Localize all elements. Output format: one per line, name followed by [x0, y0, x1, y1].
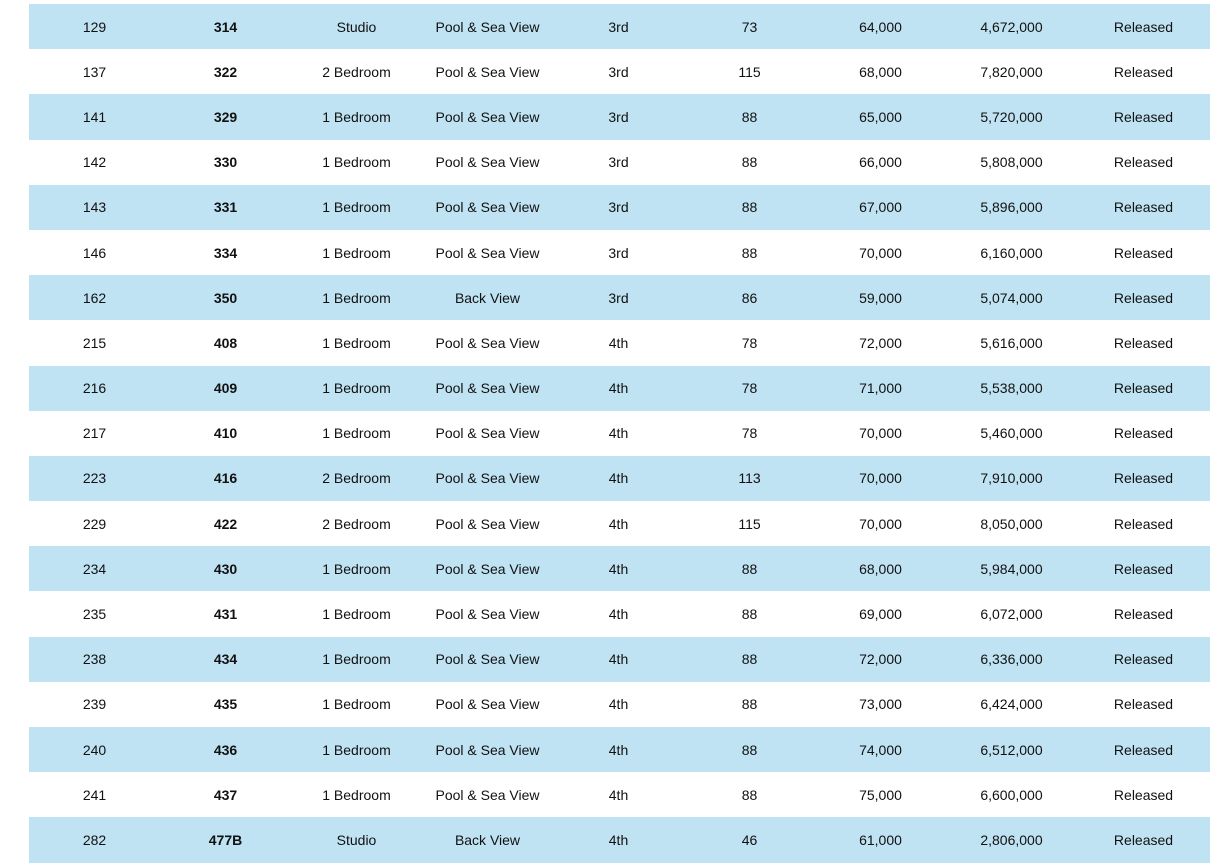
floor: 3rd [608, 18, 629, 35]
row-index: 216 [82, 380, 107, 397]
unit-number: 422 [213, 515, 238, 532]
unit-type: 1 Bedroom [322, 651, 391, 668]
total-price: 6,600,000 [980, 786, 1043, 803]
total-price: 5,616,000 [980, 334, 1043, 351]
view: Pool & Sea View [435, 63, 540, 80]
area: 88 [741, 108, 758, 125]
table-row [29, 185, 1210, 230]
area: 88 [741, 651, 758, 668]
view: Pool & Sea View [435, 154, 540, 171]
row-index: 141 [82, 108, 107, 125]
view: Pool & Sea View [435, 651, 540, 668]
row-index: 229 [82, 515, 107, 532]
price-per-unit: 71,000 [859, 380, 902, 397]
table-row [29, 4, 1210, 49]
status: Released [1113, 425, 1174, 442]
table-row [29, 456, 1210, 501]
view: Pool & Sea View [435, 199, 540, 216]
total-price: 5,460,000 [980, 425, 1043, 442]
row-index: 162 [82, 289, 107, 306]
floor: 3rd [608, 244, 629, 261]
unit-type: 2 Bedroom [322, 470, 391, 487]
total-price: 7,820,000 [980, 63, 1043, 80]
price-per-unit: 64,000 [859, 18, 902, 35]
area: 88 [741, 560, 758, 577]
row-index: 238 [82, 651, 107, 668]
row-index: 234 [82, 560, 107, 577]
floor: 3rd [608, 63, 629, 80]
view: Pool & Sea View [435, 606, 540, 623]
floor: 4th [608, 741, 629, 758]
floor: 3rd [608, 199, 629, 216]
floor: 3rd [608, 154, 629, 171]
view: Pool & Sea View [435, 741, 540, 758]
row-index: 143 [82, 199, 107, 216]
total-price: 5,984,000 [980, 560, 1043, 577]
total-price: 7,910,000 [980, 470, 1043, 487]
status: Released [1113, 651, 1174, 668]
area: 78 [741, 334, 758, 351]
price-per-unit: 66,000 [859, 154, 902, 171]
unit-type: Studio [336, 18, 377, 35]
price-per-unit: 72,000 [859, 334, 902, 351]
unit-type: 1 Bedroom [322, 560, 391, 577]
unit-type: 1 Bedroom [322, 425, 391, 442]
unit-type: 1 Bedroom [322, 696, 391, 713]
status: Released [1113, 18, 1174, 35]
view: Pool & Sea View [435, 786, 540, 803]
table-row [29, 49, 1210, 94]
total-price: 8,050,000 [980, 515, 1043, 532]
floor: 4th [608, 380, 629, 397]
price-per-unit: 75,000 [859, 786, 902, 803]
total-price: 6,336,000 [980, 651, 1043, 668]
status: Released [1113, 515, 1174, 532]
unit-type: 1 Bedroom [322, 741, 391, 758]
view: Back View [454, 289, 521, 306]
table-row [29, 817, 1210, 862]
total-price: 5,896,000 [980, 199, 1043, 216]
row-index: 146 [82, 244, 107, 261]
total-price: 6,424,000 [980, 696, 1043, 713]
row-index: 282 [82, 831, 107, 848]
view: Pool & Sea View [435, 108, 540, 125]
price-per-unit: 69,000 [859, 606, 902, 623]
row-index: 240 [82, 741, 107, 758]
unit-type: Studio [336, 831, 377, 848]
status: Released [1113, 470, 1174, 487]
floor: 4th [608, 470, 629, 487]
area: 78 [741, 380, 758, 397]
unit-number: 434 [213, 651, 238, 668]
total-price: 6,072,000 [980, 606, 1043, 623]
view: Pool & Sea View [435, 470, 540, 487]
area: 46 [741, 831, 758, 848]
row-index: 137 [82, 63, 107, 80]
unit-number: 435 [213, 696, 238, 713]
row-index: 241 [82, 786, 107, 803]
floor: 4th [608, 696, 629, 713]
table-row [29, 320, 1210, 365]
table-row [29, 546, 1210, 591]
units-table [29, 4, 1210, 863]
unit-number: 331 [213, 199, 238, 216]
view: Pool & Sea View [435, 18, 540, 35]
unit-type: 1 Bedroom [322, 334, 391, 351]
area: 88 [741, 786, 758, 803]
unit-number: 322 [213, 63, 238, 80]
status: Released [1113, 289, 1174, 306]
row-index: 215 [82, 334, 107, 351]
table-row [29, 94, 1210, 139]
price-per-unit: 70,000 [859, 244, 902, 261]
status: Released [1113, 63, 1174, 80]
area: 73 [741, 18, 758, 35]
view: Back View [454, 831, 521, 848]
table-row [29, 637, 1210, 682]
total-price: 5,074,000 [980, 289, 1043, 306]
price-per-unit: 61,000 [859, 831, 902, 848]
area: 88 [741, 696, 758, 713]
table-row [29, 230, 1210, 275]
unit-number: 350 [213, 289, 238, 306]
unit-number: 329 [213, 108, 238, 125]
unit-number: 334 [213, 244, 238, 261]
area: 115 [738, 63, 761, 80]
unit-type: 1 Bedroom [322, 786, 391, 803]
table-row [29, 772, 1210, 817]
area: 113 [738, 470, 761, 487]
floor: 4th [608, 560, 629, 577]
status: Released [1113, 831, 1174, 848]
status: Released [1113, 380, 1174, 397]
view: Pool & Sea View [435, 560, 540, 577]
status: Released [1113, 606, 1174, 623]
unit-type: 2 Bedroom [322, 63, 391, 80]
price-per-unit: 74,000 [859, 741, 902, 758]
price-per-unit: 70,000 [859, 425, 902, 442]
unit-type: 1 Bedroom [322, 154, 391, 171]
price-per-unit: 68,000 [859, 560, 902, 577]
status: Released [1113, 696, 1174, 713]
total-price: 2,806,000 [980, 831, 1043, 848]
floor: 4th [608, 831, 629, 848]
status: Released [1113, 244, 1174, 261]
floor: 4th [608, 651, 629, 668]
status: Released [1113, 560, 1174, 577]
table-row [29, 682, 1210, 727]
table-row [29, 366, 1210, 411]
unit-number: 408 [213, 334, 238, 351]
price-per-unit: 70,000 [859, 470, 902, 487]
unit-type: 1 Bedroom [322, 108, 391, 125]
area: 88 [741, 154, 758, 171]
unit-number: 330 [213, 154, 238, 171]
unit-type: 1 Bedroom [322, 289, 391, 306]
view: Pool & Sea View [435, 334, 540, 351]
status: Released [1113, 199, 1174, 216]
status: Released [1113, 108, 1174, 125]
total-price: 5,808,000 [980, 154, 1043, 171]
row-index: 217 [82, 425, 107, 442]
unit-type: 1 Bedroom [322, 244, 391, 261]
area: 88 [741, 606, 758, 623]
unit-number: 430 [213, 560, 238, 577]
status: Released [1113, 154, 1174, 171]
unit-number: 416 [213, 470, 238, 487]
table-row [29, 140, 1210, 185]
floor: 3rd [608, 289, 629, 306]
status: Released [1113, 786, 1174, 803]
total-price: 5,538,000 [980, 380, 1043, 397]
area: 86 [741, 289, 758, 306]
row-index: 235 [82, 606, 107, 623]
floor: 3rd [608, 108, 629, 125]
table-row [29, 501, 1210, 546]
table-row [29, 275, 1210, 320]
floor: 4th [608, 606, 629, 623]
view: Pool & Sea View [435, 244, 540, 261]
floor: 4th [608, 334, 629, 351]
total-price: 6,512,000 [980, 741, 1043, 758]
area: 115 [738, 515, 761, 532]
unit-number: 410 [213, 425, 238, 442]
unit-number: 409 [213, 380, 238, 397]
area: 88 [741, 199, 758, 216]
area: 88 [741, 741, 758, 758]
floor: 4th [608, 425, 629, 442]
table-row [29, 591, 1210, 636]
table-row [29, 411, 1210, 456]
price-per-unit: 70,000 [859, 515, 902, 532]
total-price: 4,672,000 [980, 18, 1043, 35]
unit-type: 1 Bedroom [322, 380, 391, 397]
total-price: 6,160,000 [980, 244, 1043, 261]
area: 88 [741, 244, 758, 261]
status: Released [1113, 334, 1174, 351]
unit-type: 1 Bedroom [322, 606, 391, 623]
price-per-unit: 67,000 [859, 199, 902, 216]
area: 78 [741, 425, 758, 442]
view: Pool & Sea View [435, 515, 540, 532]
table-row [29, 727, 1210, 772]
unit-number: 431 [213, 606, 238, 623]
view: Pool & Sea View [435, 696, 540, 713]
price-per-unit: 68,000 [859, 63, 902, 80]
unit-number: 437 [213, 786, 238, 803]
unit-type: 1 Bedroom [322, 199, 391, 216]
unit-type: 2 Bedroom [322, 515, 391, 532]
unit-number: 477B [208, 831, 243, 848]
floor: 4th [608, 786, 629, 803]
view: Pool & Sea View [435, 425, 540, 442]
price-per-unit: 73,000 [859, 696, 902, 713]
price-per-unit: 59,000 [859, 289, 902, 306]
row-index: 129 [82, 18, 107, 35]
unit-number: 314 [213, 18, 238, 35]
status: Released [1113, 741, 1174, 758]
total-price: 5,720,000 [980, 108, 1043, 125]
row-index: 142 [82, 154, 107, 171]
price-per-unit: 65,000 [859, 108, 902, 125]
view: Pool & Sea View [435, 380, 540, 397]
floor: 4th [608, 515, 629, 532]
unit-number: 436 [213, 741, 238, 758]
row-index: 223 [82, 470, 107, 487]
price-per-unit: 72,000 [859, 651, 902, 668]
row-index: 239 [82, 696, 107, 713]
